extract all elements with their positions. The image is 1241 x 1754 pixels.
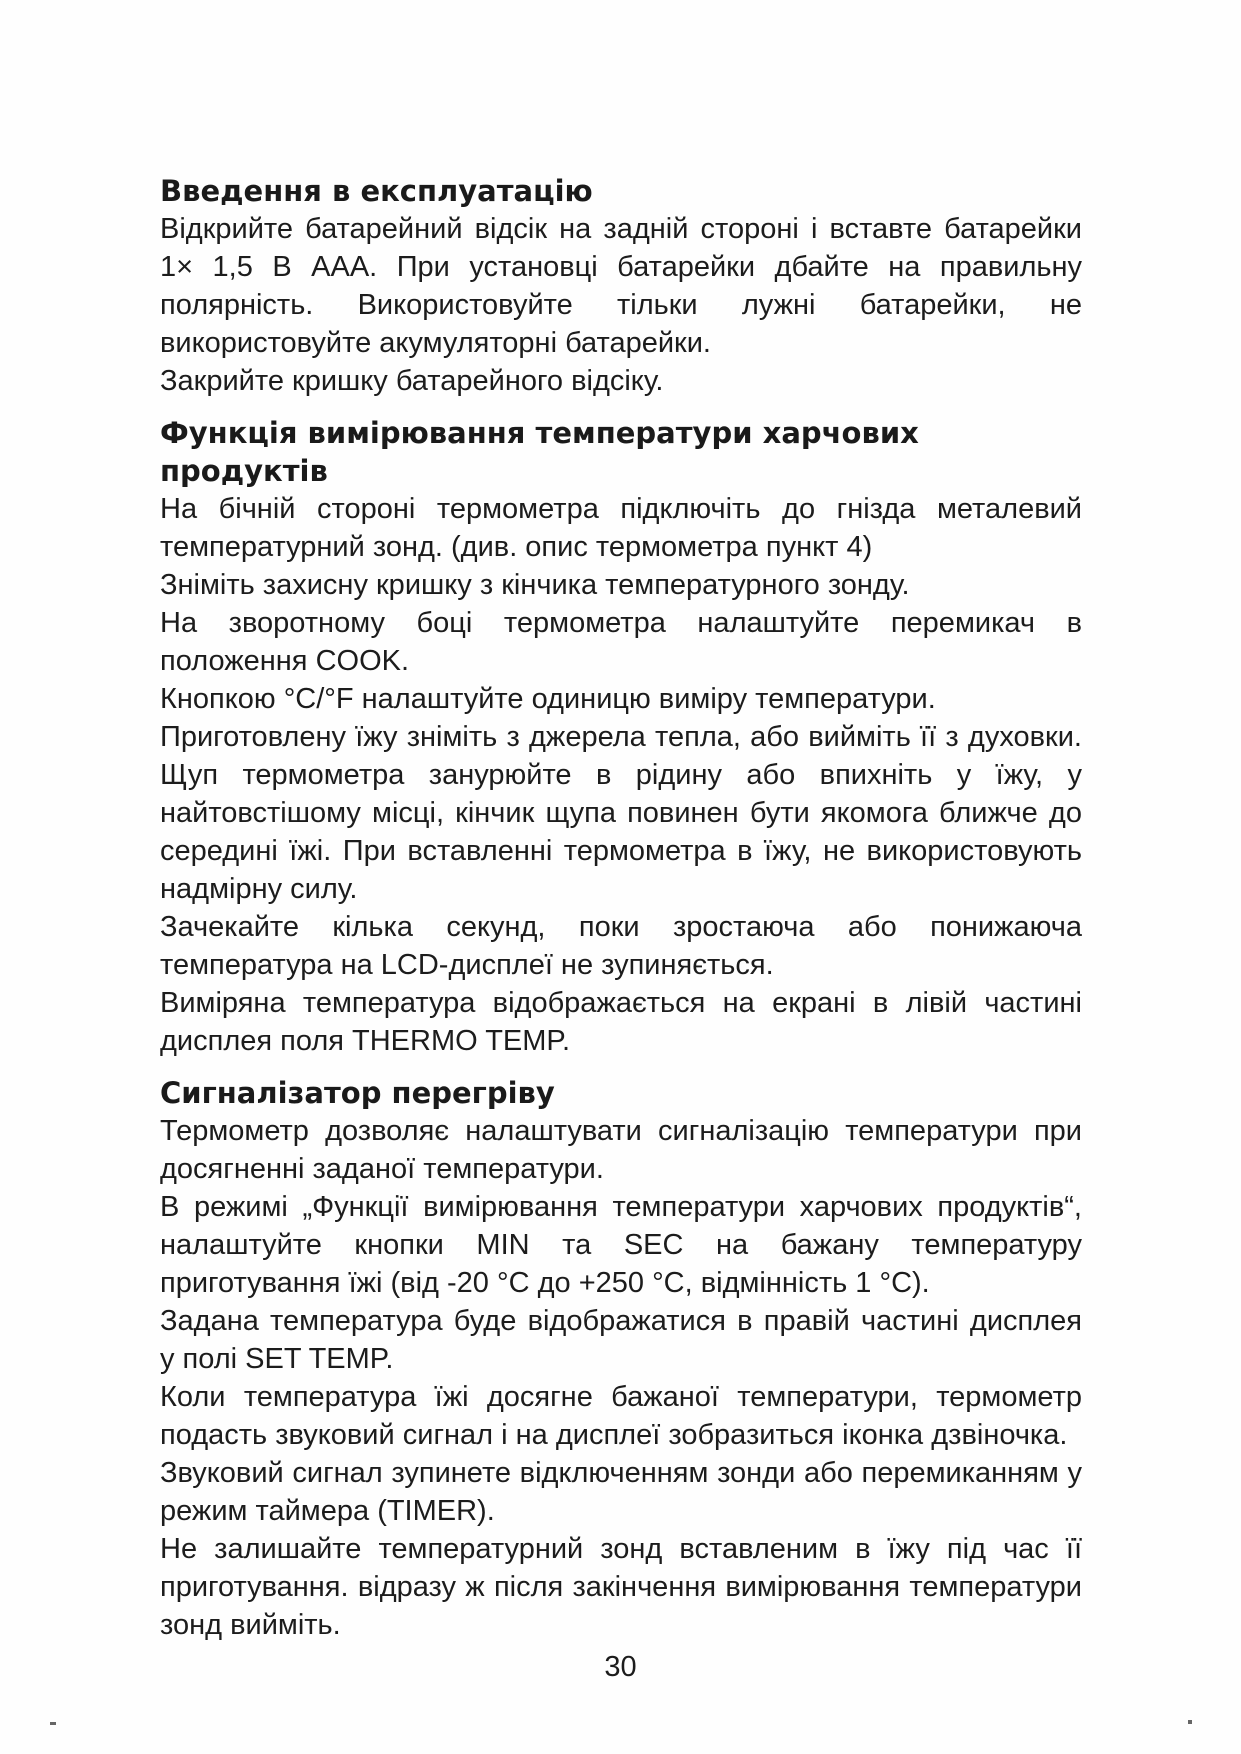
paragraph: Відкрийте батарейний відсік на задній стороні і вставте батарейки 1× 1,5 В AAA. При установці батарейки дбайте на правильну полярність. Використовуйте тільки лужні батарейки, не використовуйте акумуляторні батарейки. [160,213,1082,359]
paragraph: Коли температура їжі досягне бажаної температури, термометр подасть звуковий сигнал і на дисплеї зобразиться іконка дзвіночка. [160,1381,1082,1451]
paragraph: Кнопкою °C/°F налаштуйте одиницю виміру температури. [160,683,936,715]
section-commissioning [160,172,1082,400]
section-overheat-alarm [160,1074,1082,1644]
paragraph: Закрийте кришку батарейного відсіку. [160,365,664,397]
paragraph: Задана температура буде відображатися в правій частині дисплея у полі SET TEMP. [160,1305,1082,1375]
page-content [160,172,1082,1644]
paragraph: Виміряна температура відображається на екрані в лівій частині дисплея поля THERMO TEMP. [160,987,1082,1057]
paragraph: Приготовлену їжу зніміть з джерела тепла, або вийміть її з духовки. Щуп термометра занурюйте в рідину або впихніть у їжу, у найтовстішому місці, кінчик щупа повинен бути якомога ближче до середині їжі. При вставленні термометра в їжу, не використовують надмірну силу. [160,721,1082,905]
section-heading: Сигналізатор перегріву [160,1076,555,1110]
section-heading: Введення в експлуатацію [160,174,593,208]
paragraph: Термометр дозволяє налаштувати сигналізацію температури при досягненні заданої температури. [160,1115,1082,1185]
paragraph: На бічній стороні термометра підключіть до гнізда металевий температурний зонд. (див. опис термометра пункт 4) [160,493,1082,563]
section-food-temperature [160,414,1082,1060]
paragraph: На зворотному боці термометра налаштуйте перемикач в положення COOK. [160,607,1082,677]
scan-mark [50,1722,56,1725]
paragraph: Звуковий сигнал зупинете відключенням зонди або перемиканням у режим таймера (TIMER). [160,1457,1082,1527]
section-heading: Функція вимірювання температури харчових продуктів [160,416,919,488]
paragraph: Зніміть захисну кришку з кінчика температурного зонду. [160,569,910,601]
paragraph: В режимі „Функції вимірювання температури харчових продуктів“, налаштуйте кнопки MIN та SEC на бажану температуру приготування їжі (від -20 °C до +250 °C, відмінність 1 °C). [160,1191,1082,1299]
page-number: 30 [604,1651,637,1683]
paragraph: Не залишайте температурний зонд вставленим в їжу під час її приготування. відразу ж після закінчення вимірювання температури зонд вийміть. [160,1533,1082,1641]
paragraph: Зачекайте кілька секунд, поки зростаюча або понижаюча температура на LCD-дисплеї не зупиняється. [160,911,1082,981]
scan-mark [1188,1720,1192,1724]
